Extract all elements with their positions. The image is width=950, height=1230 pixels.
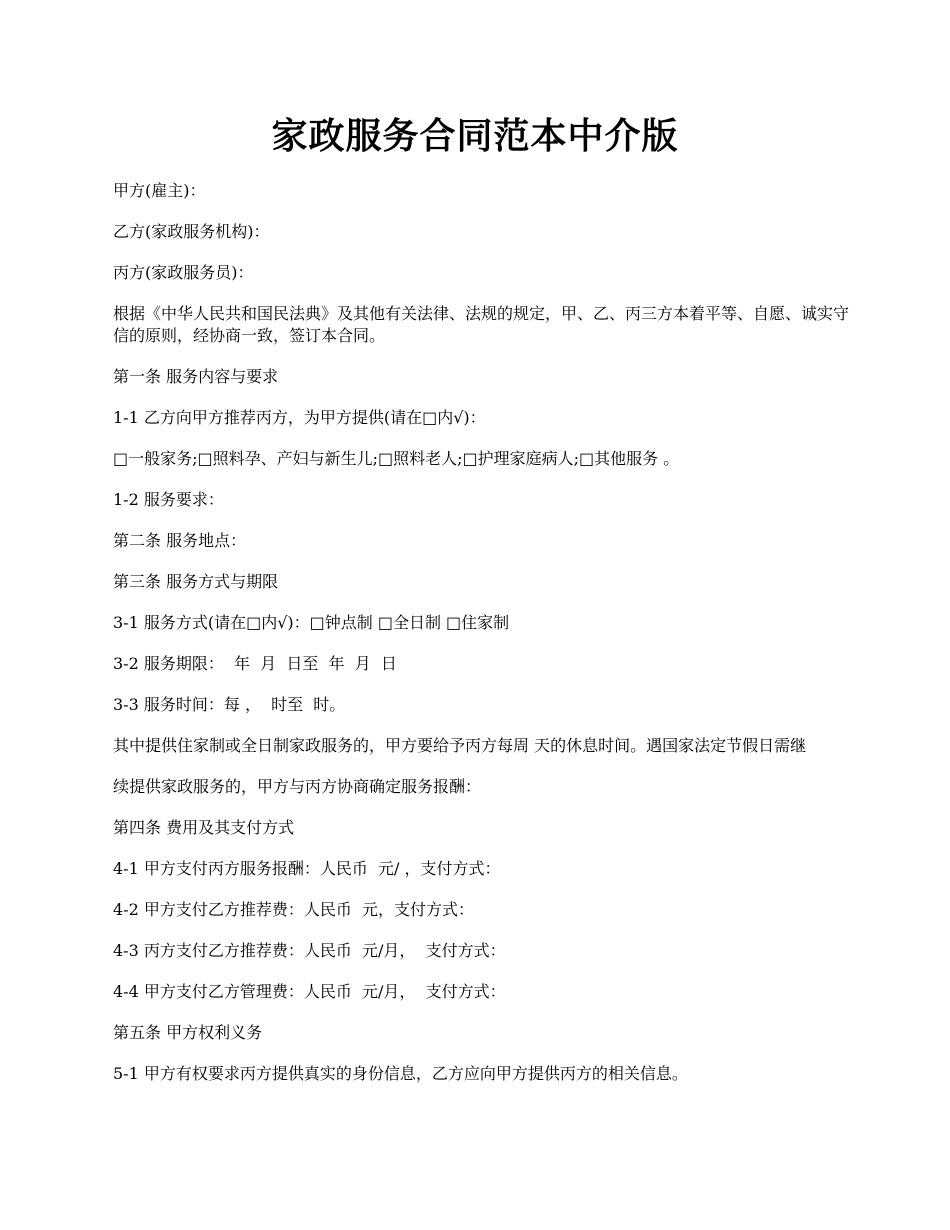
service-options-line: □一般家务;□照料孕、产妇与新生儿;□照料老人;□护理家庭病人;□其他服务 。 [113,449,680,468]
clause-4-3: 4-3 丙方支付乙方推荐费：人民币 元/月， 支付方式： [113,941,506,960]
holiday-continuation-line: 续提供家政服务的，甲方与丙方协商确定服务报酬： [113,777,482,796]
clause-4-4: 4-4 甲方支付乙方管理费：人民币 元/月， 支付方式： [113,982,506,1001]
clause-5-1: 5-1 甲方有权要求丙方提供真实的身份信息，乙方应向甲方提供丙方的相关信息。 [113,1064,688,1083]
article-2-heading: 第二条 服务地点： [113,531,247,550]
rest-day-paragraph: 其中提供住家制或全日制家政服务的，甲方要给予丙方每周 天的休息时间。遇国家法定节假日需继 [113,736,807,755]
article-1-heading: 第一条 服务内容与要求 [113,367,279,386]
clause-4-2: 4-2 甲方支付乙方推荐费：人民币 元，支付方式： [113,900,475,919]
clause-1-1: 1-1 乙方向甲方推荐丙方，为甲方提供(请在□内√)： [113,408,486,427]
party-b-line: 乙方(家政服务机构)： [113,222,270,241]
party-c-line: 丙方(家政服务员)： [113,263,254,282]
clause-3-1: 3-1 服务方式(请在□内√)：□钟点制 □全日制 □住家制 [113,613,510,632]
clause-3-2: 3-2 服务期限： 年 月 日至 年 月 日 [113,654,397,673]
article-4-heading: 第四条 费用及其支付方式 [113,818,295,837]
clause-3-3: 3-3 服务时间：每 ， 时至 时。 [113,695,346,714]
preamble-paragraph: 根据《中华人民共和国民法典》及其他有关法律、法规的规定，甲、乙、丙三方本着平等、自愿、诚实守信的原则，经协商一致，签订本合同。 [113,304,850,345]
document-title: 家政服务合同范本中介版 [271,115,679,157]
document-body [113,180,858,1104]
article-3-heading: 第三条 服务方式与期限 [113,572,279,591]
party-a-line: 甲方(雇主)： [113,181,206,200]
article-5-heading: 第五条 甲方权利义务 [113,1023,263,1042]
clause-1-2: 1-2 服务要求： [113,490,224,509]
clause-4-1: 4-1 甲方支付丙方服务报酬：人民币 元/ ，支付方式： [113,859,501,878]
